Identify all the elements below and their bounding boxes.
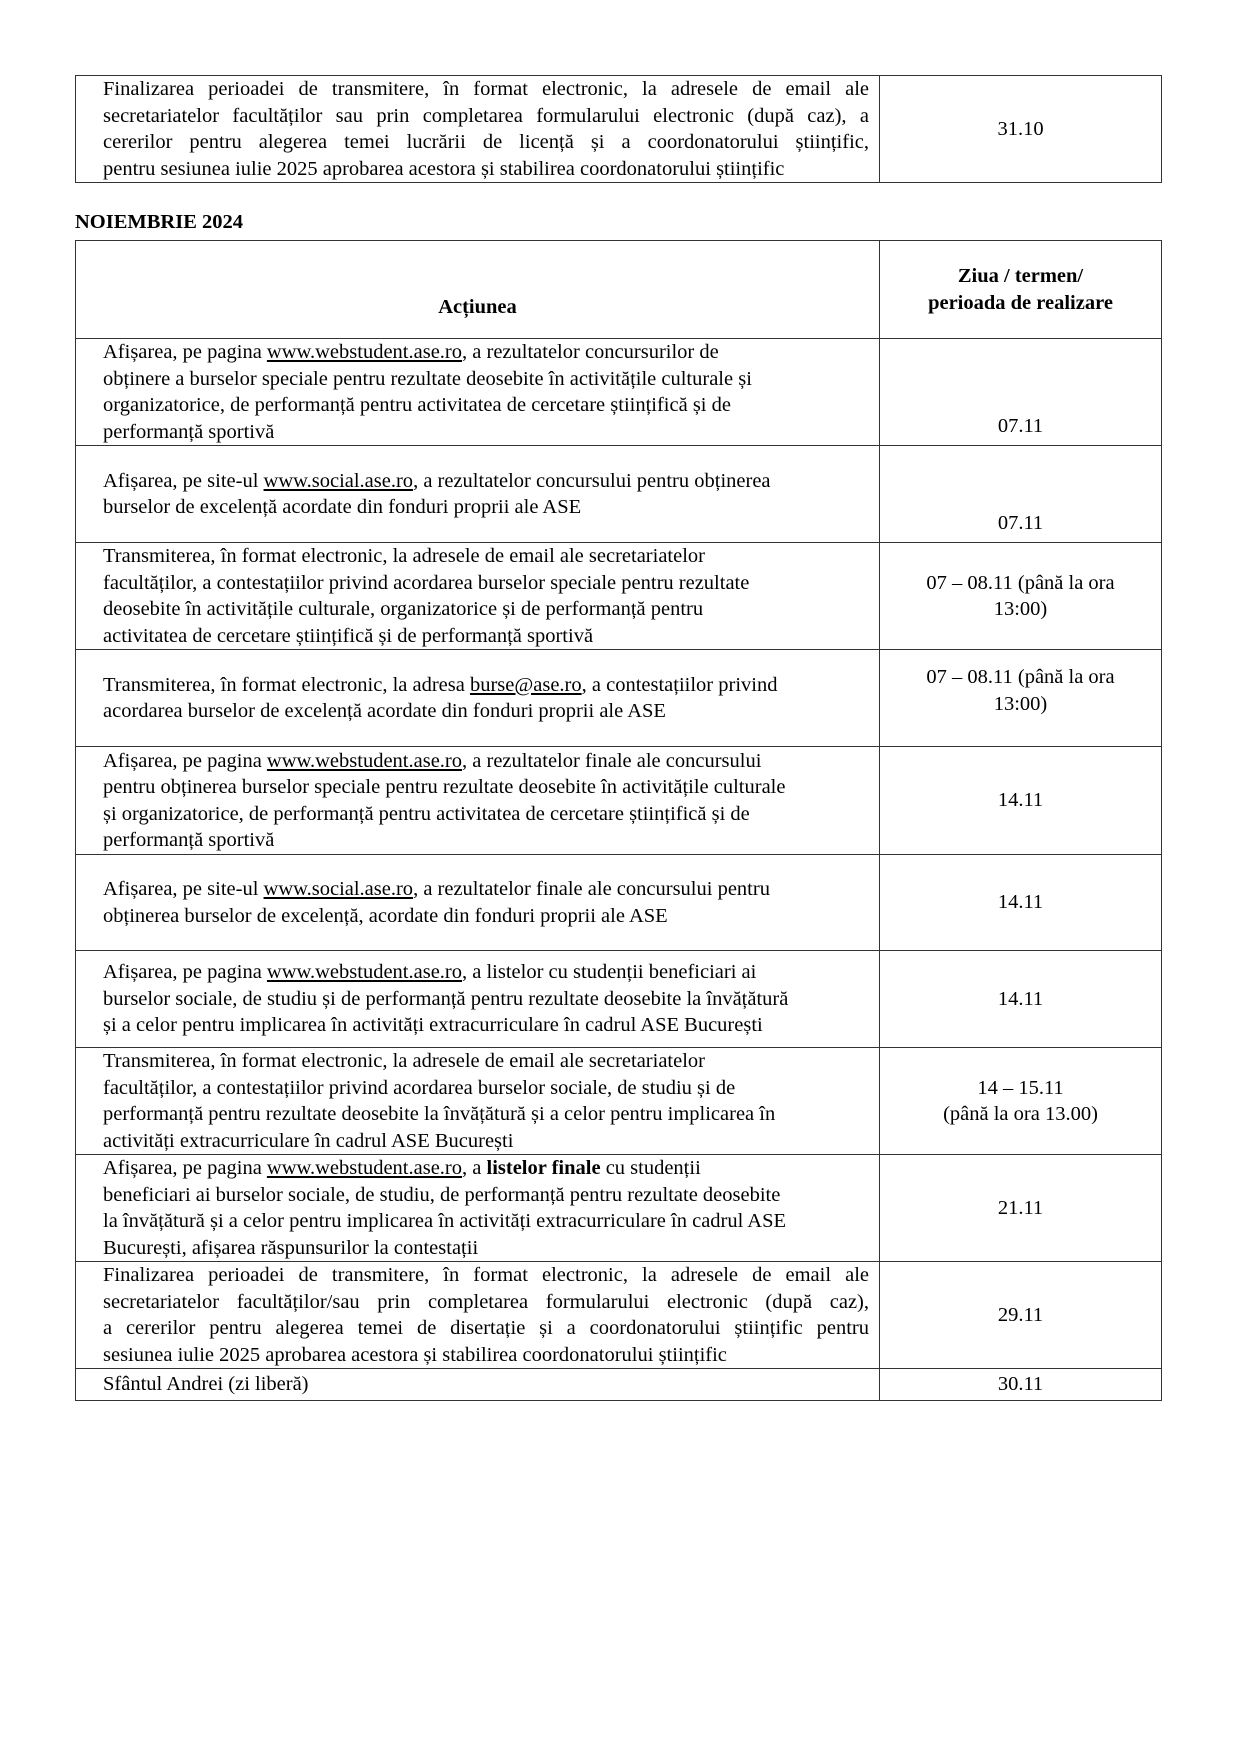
link[interactable]: www.webstudent.ase.ro xyxy=(266,961,463,984)
action-text-line xyxy=(103,1262,869,1289)
column-header-action-label: Acțiunea xyxy=(438,295,517,318)
date-text: 13:00) xyxy=(993,692,1048,715)
date-text: 07.11 xyxy=(997,414,1044,437)
table-row xyxy=(76,650,1162,747)
date-cell xyxy=(880,650,1162,747)
date-text: 14.11 xyxy=(997,987,1044,1010)
text: Transmiterea, în format electronic, la adresele de email ale secretariatelor xyxy=(103,545,705,567)
text: , a listelor cu studenții beneficiari ai xyxy=(462,961,757,984)
action-text-line xyxy=(103,1012,869,1039)
link[interactable]: www.webstudent.ase.ro xyxy=(266,341,463,363)
action-text-line xyxy=(103,672,869,699)
table-row xyxy=(76,543,1162,650)
text: burselor de excelență acordate din fonduri proprii ale ASE xyxy=(103,496,582,518)
date-cell xyxy=(880,543,1162,650)
text: acordarea burselor de excelență acordate din fonduri proprii ale ASE xyxy=(103,700,666,722)
date-cell xyxy=(880,446,1162,543)
action-cell xyxy=(76,76,880,183)
action-text-line xyxy=(103,959,869,986)
date-text: 14.11 xyxy=(997,891,1044,914)
action-cell xyxy=(76,1369,880,1401)
text: obținere a burselor speciale pentru rezultate deosebite în activitățile culturale și xyxy=(103,367,752,390)
date-text: 07.11 xyxy=(997,511,1044,534)
date-cell xyxy=(880,76,1162,183)
action-text-line xyxy=(103,543,869,570)
action-text-line xyxy=(103,623,869,650)
section-heading: NOIEMBRIE 2024 xyxy=(75,211,244,233)
date-cell xyxy=(880,1155,1162,1262)
action-cell xyxy=(76,543,880,650)
bold-text: listelor finale xyxy=(486,1157,601,1179)
table-row xyxy=(76,1048,1162,1155)
action-cell xyxy=(76,951,880,1048)
text: la învățătură și a celor pentru implicarea în activități extracurriculare în cadrul ASE xyxy=(103,1210,787,1232)
text: burselor sociale, de studiu și de performanță pentru rezultate deosebite la învățătură xyxy=(103,987,789,1010)
text: facultăților, a contestațiilor privind acordarea burselor sociale, de studiu și de xyxy=(103,1076,736,1099)
table-row xyxy=(76,446,1162,543)
action-text-line xyxy=(103,76,869,103)
text: Transmiterea, în format electronic, la adresele de email ale secretariatelor xyxy=(103,1050,705,1072)
action-cell xyxy=(76,1155,880,1262)
action-text-line xyxy=(103,748,869,775)
action-text-line xyxy=(103,1315,869,1342)
action-text-line xyxy=(103,801,869,828)
action-text-line xyxy=(103,698,869,725)
action-text-line xyxy=(103,339,869,366)
text: cererilor pentru alegerea temei lucrării de licență și a coordonatorului științific, xyxy=(103,131,869,153)
date-text: 21.11 xyxy=(997,1196,1044,1219)
action-text-line xyxy=(103,1182,869,1209)
date-text: 31.10 xyxy=(997,117,1044,140)
text: Transmiterea, în format electronic, la adresa xyxy=(103,673,470,696)
link[interactable]: www.social.ase.ro xyxy=(263,878,414,900)
action-cell xyxy=(76,747,880,855)
action-text-line xyxy=(103,1208,869,1235)
table-row xyxy=(76,747,1162,855)
date-text: 14.11 xyxy=(997,789,1044,812)
text: facultăților, a contestațiilor privind acordarea burselor speciale pentru rezultate xyxy=(103,571,750,594)
text: și organizatorice, de performanță pentru activitatea de cercetare științifică și de xyxy=(103,802,750,825)
text: Afișarea, pe site-ul xyxy=(103,878,264,900)
text: performanță pentru rezultate deosebite la învățătură și a celor pentru implicarea în xyxy=(103,1103,776,1125)
action-cell xyxy=(76,650,880,747)
table-row xyxy=(76,76,1162,183)
action-text-line xyxy=(103,103,869,130)
action-cell xyxy=(76,1262,880,1369)
table-row xyxy=(76,339,1162,446)
date-cell xyxy=(880,1369,1162,1401)
link[interactable]: www.webstudent.ase.ro xyxy=(266,749,463,772)
text: performanță sportivă xyxy=(103,420,275,443)
date-text: 13:00) xyxy=(993,598,1048,620)
text: Finalizarea perioadei de transmitere, în format electronic, la adresele de email ale xyxy=(103,78,869,100)
link[interactable]: www.webstudent.ase.ro xyxy=(266,1157,463,1179)
text: , a rezultatelor finale ale concursului pentru xyxy=(413,878,770,900)
date-text: 14 – 15.11 xyxy=(977,1076,1064,1099)
action-text-line xyxy=(103,156,869,183)
action-text-line xyxy=(103,903,869,930)
date-text: 07 – 08.11 (până la ora xyxy=(926,571,1115,594)
text: obținerea burselor de excelență, acordate din fonduri proprii ale ASE xyxy=(103,904,668,927)
link[interactable]: www.social.ase.ro xyxy=(263,469,414,492)
text: Afișarea, pe pagina xyxy=(103,961,267,984)
action-text-line xyxy=(103,1075,869,1102)
action-text-line xyxy=(103,494,869,521)
date-text: 07 – 08.11 (până la ora xyxy=(926,666,1115,688)
text: activități extracurriculare în cadrul ASE București xyxy=(103,1129,514,1152)
action-text-line xyxy=(103,468,869,495)
text: Sfântul Andrei (zi liberă) xyxy=(103,1373,309,1396)
action-text-line xyxy=(103,419,869,446)
column-header-date xyxy=(880,241,1162,339)
text: activitatea de cercetare științifică și de performanță sportivă xyxy=(103,624,594,647)
text: , a xyxy=(462,1157,487,1179)
text: cu studenții xyxy=(600,1157,701,1179)
text: organizatorice, de performanță pentru activitatea de cercetare științifică și de xyxy=(103,394,731,416)
table-row xyxy=(76,1155,1162,1262)
date-text: (până la ora 13.00) xyxy=(943,1103,1098,1125)
action-text-line xyxy=(103,1128,869,1155)
date-cell xyxy=(880,747,1162,855)
text: secretariatelor facultăților/sau prin completarea formularului electronic (după caz), xyxy=(103,1290,869,1313)
action-text-line xyxy=(103,392,869,419)
text: deosebite în activitățile culturale, organizatorice și de performanță pentru xyxy=(103,598,704,620)
action-text-line xyxy=(103,1371,869,1398)
date-cell xyxy=(880,855,1162,951)
text: , a contestațiilor privind xyxy=(581,673,778,696)
action-text-line xyxy=(103,986,869,1013)
column-header-date-line2: perioada de realizare xyxy=(928,291,1113,314)
action-text-line xyxy=(103,876,869,903)
text: secretariatelor facultăților sau prin completarea formularului electronic (după caz), a xyxy=(103,104,869,127)
action-text-line xyxy=(103,1155,869,1182)
date-cell xyxy=(880,1262,1162,1369)
text: , a rezultatelor concursurilor de xyxy=(462,341,719,363)
text: pentru sesiunea iulie 2025 aprobarea acestora și stabilirea coordonatorului științific xyxy=(103,157,785,180)
action-text-line xyxy=(103,129,869,156)
action-text-line xyxy=(103,1342,869,1369)
text: Afișarea, pe pagina xyxy=(103,749,267,772)
text: sesiunea iulie 2025 aprobarea acestora și stabilirea coordonatorului științific xyxy=(103,1343,727,1366)
action-cell xyxy=(76,446,880,543)
date-text: 29.11 xyxy=(997,1303,1044,1326)
column-header-action xyxy=(76,241,880,339)
action-text-line xyxy=(103,827,869,854)
table-row xyxy=(76,1262,1162,1369)
action-text-line xyxy=(103,774,869,801)
date-cell xyxy=(880,951,1162,1048)
action-cell xyxy=(76,1048,880,1155)
text: a cererilor pentru alegerea temei de disertație și a coordonatorului științific pentru xyxy=(103,1317,869,1339)
text: Afișarea, pe pagina xyxy=(103,1157,267,1179)
action-cell xyxy=(76,855,880,951)
action-text-line xyxy=(103,1048,869,1075)
action-text-line xyxy=(103,596,869,623)
date-text: 30.11 xyxy=(997,1373,1044,1396)
date-cell xyxy=(880,1048,1162,1155)
action-text-line xyxy=(103,1289,869,1316)
text: Afișarea, pe site-ul xyxy=(103,469,264,492)
text: beneficiari ai burselor sociale, de studiu, de performanță pentru rezultate deosebite xyxy=(103,1183,781,1206)
action-text-line xyxy=(103,1235,869,1262)
text: pentru obținerea burselor speciale pentru rezultate deosebite în activitățile culturale xyxy=(103,776,786,798)
text: performanță sportivă xyxy=(103,829,275,851)
text: , a rezultatelor finale ale concursului xyxy=(462,749,762,772)
date-cell xyxy=(880,339,1162,446)
table-header-row xyxy=(76,241,1162,339)
action-text-line xyxy=(103,1101,869,1128)
table-row xyxy=(76,951,1162,1048)
october-table-continuation xyxy=(75,75,1162,183)
action-text-line xyxy=(103,570,869,597)
link[interactable]: burse@ase.ro xyxy=(469,673,582,696)
text: , a rezultatelor concursului pentru obținerea xyxy=(413,469,771,492)
action-text-line xyxy=(103,366,869,393)
november-schedule-table xyxy=(75,240,1162,1401)
text: și a celor pentru implicarea în activități extracurriculare în cadrul ASE București xyxy=(103,1014,763,1037)
table-row xyxy=(76,855,1162,951)
table-row xyxy=(76,1369,1162,1401)
text: Finalizarea perioadei de transmitere, în format electronic, la adresele de email ale xyxy=(103,1264,869,1286)
text: București, afișarea răspunsurilor la contestații xyxy=(103,1236,479,1259)
action-cell xyxy=(76,339,880,446)
column-header-date-line1: Ziua / termen/ xyxy=(957,265,1084,287)
text: Afișarea, pe pagina xyxy=(103,341,267,363)
